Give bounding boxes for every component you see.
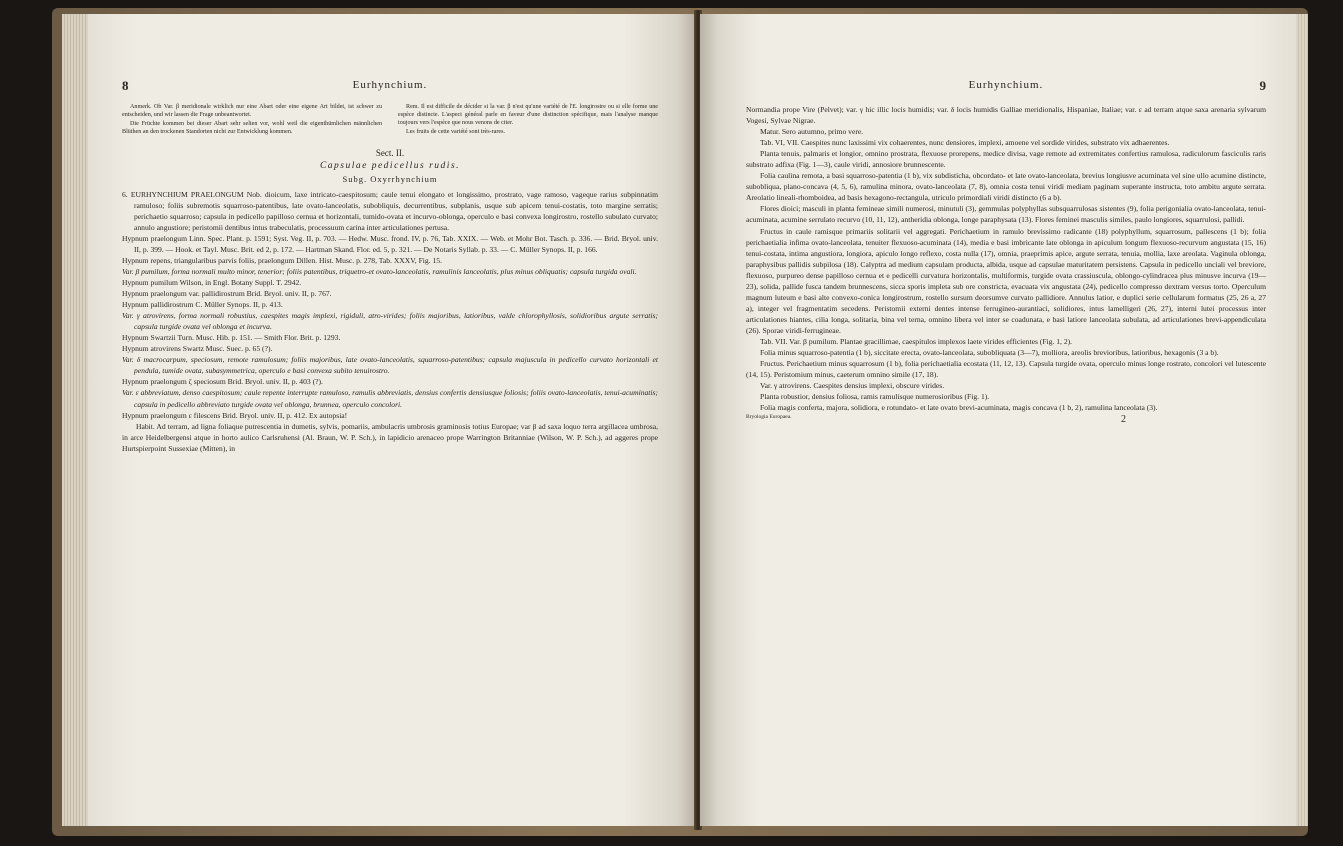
left-page (88, 14, 696, 826)
leaves-paragraph: Folia caulina remota, a basi squarroso-patentia (1 b), vix subdisticha, obcordato- et late ovato-lanceolata, brevius longiusve acuminata vel sine ullo acumine distincte, subobliqua, plano-concava (4, 5, 6), ramulina minora, ovato-lanceolata (7, 8), omnia costa tenui viridi mediam paginam superante instructa, toto ambitu argute serrata. Areolatio lineali-rhomboidea, ad basis hexagono-rectangula, utriculo primordiali viridi distincto (6 a b). (746, 171, 1266, 203)
flowers-paragraph: Flores dioici; masculi in planta femineae simili numerosi, minutuli (3), gemmulas polyphyllas subsquarrulosas sistentes (9), folia perigonialia ovato-lanceolata, tenui-acuminata, acumine serrulato recurvo (10, 11, 12), antheridia oblonga, longe paraphysata (13). Flores feminei masculis similes, paulo longiores, squarrulosi, pallidi. (746, 204, 1266, 225)
right-page (700, 14, 1296, 826)
synonym-entry: Hypnum repens, triangularibus parvis foliis, praelongum Dillen. Hist. Musc. p. 278, Tab. XXXV, Fig. 15. (122, 255, 442, 265)
note-german (122, 104, 382, 138)
page-number: 9 (1259, 78, 1266, 93)
synonym-entry: Hypnum praelongum Linn. Spec. Plant. p. 1591; Syst. Veg. II, p. 703. — Hedw. Musc. frond. IV, p. 76, Tab. XXIX. — Web. et Mohr Bot. Tasch. p. 336. — Brid. Bryol. univ. II, p. 399. — Hook. et Tayl. Musc. Brit. ed 2, p. 172. — Hartman Skand. Flor. ed. 5, p. 321. — De Notaris Syllab. p. 33. — C. Müller Synops. II, p. 166. (122, 233, 658, 254)
left-page-content (122, 78, 658, 454)
page-edges-right (1296, 14, 1308, 826)
page-footer (746, 414, 1266, 425)
section-heading: Sect. II. (375, 147, 405, 158)
variety-entry: Var. β pumilum, forma normali multo minor, tenerior; foliis patentibus, triquetro-et ovato-lanceolatis, ramulinis lanceolatis, plus minus obliquatis; capsula turgida ovali. (122, 266, 637, 276)
running-title: Eurhynchium. (968, 79, 1044, 91)
variety-entry: Var. γ atrovirens, forma normali robustius, caespites magis implexi, rigiduli, atro-virides; foliis majoribus, latioribus, valde chlorophyllosis, solidioribus argute serratis; capsula turgide ovata vel oblonga et incurva. (122, 311, 658, 332)
species-description-continued (746, 104, 1266, 413)
page-edges-left (62, 14, 88, 826)
leaves-paragraph: Folia magis conferta, majora, solidiora, e rotundato- et late ovato brevi-acuminata, magis concava (1 b, 2), ramulina lanceolata (3). (760, 403, 1158, 413)
note-de-paragraph: Die Früchte kommen bei dieser Abart sehr selten vor, wohl weil die eigenthümlichen männlichen Blüthen an den trockenen Standorten nicht zur Entwicklung kommen. (122, 120, 382, 135)
plate-paragraph: Tab. VII. Var. β pumilum. Plantae gracillimae, caespitulos implexos laete virides efficientes (Fig. 1, 2). (760, 336, 1073, 346)
habitat-paragraph: Habit. Ad terram, ad ligna foliaque putrescentia in dumetis, sylvis, pomariis, ambulacris umbrosis graminosis totius Europae; var β ad saxa loquo terra argillacea umbrosa, in arce Heidelbergensi atque in horto aulico Carlsruhensi (Al. Braun, W. P. Sch.), in lapidicio arenaceo prope Warrington Britanniae (Wilson, W. P. Sch.), ad aggeres prope Hurtspierpoint Sussexiae (Mitten), in (122, 421, 658, 453)
variety-paragraph: Var. γ atrovirens. Caespites densius implexi, obscure virides. (760, 381, 945, 391)
synonym-entry: Hypnum Swartzii Turn. Musc. Hib. p. 151. — Smith Flor. Brit. p. 1293. (122, 333, 341, 343)
tribe-heading: Capsulae pedicellus rudis. (319, 160, 461, 171)
synonym-entry: Hypnum pallidirostrum C. Müller Synops. II, p. 413. (122, 300, 283, 310)
note-fr-paragraph: Rem. Il est difficile de décider si la var. β n'est qu'une variété de l'E. longirostre ou si elle forme une espèce distincte. L'aspect général parle en faveur d'une distinction spécifique, mais l'analyse manque toujours vers l'espèce que nous venons de citer. (398, 104, 658, 126)
maturity-line: Matur. Sero autumno, primo vere. (760, 127, 864, 137)
synonym-entry: Hypnum pumilum Wilson, in Engl. Botany Suppl. T. 2942. (122, 278, 302, 287)
signature-mark: 2 (1121, 414, 1126, 426)
leaves-paragraph: Folia minus squarroso-patentia (1 b), siccitate erecta, ovato-lanceolata, subobliquata (3—7), molliora, areolis brevioribus, latioribus, hexagonis (3 a b). (760, 348, 1219, 358)
synonym-entry: Hypnum atrovirens Swartz Musc. Suec. p. 65 (?). (122, 344, 273, 354)
note-french (398, 104, 658, 138)
right-page-content (746, 78, 1266, 425)
subgenus-heading: Subg. Oxyrrhynchium (342, 173, 438, 184)
footnote-columns (122, 104, 658, 138)
variety-entry: Var. ε abbreviatum, denso caespitosum; caule repente interrupte ramuloso, ramulis abbreviatis, densius confertis densiusque foliosis; foliis ovato-lanceolatis, tenui-acuminatis; capsula in pedicello abbreviato turgide ovata vel oblonga, brunnea, operculo concolori. (122, 388, 658, 409)
running-title: Eurhynchium. (352, 79, 428, 91)
note-de-paragraph: Anmerk. Ob Var. β meridionale wirklich nur eine Abart oder eine eigene Art bildet, ist schwer zu entscheiden, und wir lassen die Frage unbeantwortet. (122, 104, 382, 118)
running-header (122, 78, 658, 98)
species-description (122, 189, 658, 454)
synonym-entry: Hypnum praelongum ζ speciosum Brid. Bryol. univ. II, p. 403 (?). (122, 377, 323, 387)
footer-work-title: Bryologia Europaea. (746, 414, 792, 421)
habitat-continued: Normandia prope Vire (Pelvet); var. γ hic illic locis humidis; var. δ locis humidis Galliae meridionalis, Hispaniae, Italiae; var. ε ad terram atque saxa arenaria sylvarum Vogesi, Sylvae Nigrae. (746, 105, 1266, 126)
running-header (746, 78, 1266, 98)
synonym-entry: Hypnum praelongum var. pallidirostrum Brid. Bryol. univ. II, p. 767. (122, 289, 332, 299)
variety-entry: Var. δ macrocarpum, speciosum, remote ramulosum; foliis majoribus, late ovato-lanceolatis, squarroso-patentibus; capsula majuscula in pedicello curvato horizontali et pendula, tumide ovata, subasymmetrica, operculo e basi convexa subito tenuirostro. (122, 355, 658, 376)
fruit-paragraph: Fructus in caule ramisque primariis solitarii vel aggregati. Perichaetium in ramulo brevissimo radicante (18) polyphyllum, squarrosum, pallescens (1 b); folia perichaetialia infima ovato-lanceolata, tenuiter flexuoso-acuminata (14), media e basi imbricante late oblonga in apiculum longum flexuoso-recurvum angustata (15, 16) tenui-costata, intima angustiora, longiora, apiculo longo reflexo, costa nulla (17), omnia, praeprimis apice, argute serrata, tenuia, mollia, laxe areolata. Vaginula oblonga, paraphysibus pallidis subpilosa (18). Calyptra ad medium capsulam producta, albida, usque ad capsulae maturitatem persistens. Capsula in pedicello unciali vel breviore, flexuoso, purpureo dense papilloso cernua et e pedicelli curvatura horizontalis, multiformis, turgide ovata crassiuscula, oblongo-cylindracea plus minusve incurva (19—23), solida, pallide fusca tandem brunnescens, sicca sporis impleta sub ore constricta, evacuata vix angustata (24), pedicello compresso dextram versus torto. Operculum magnum luteum e basi alte convexo-conica longirostrum, rostello sursum deorsumve curvato pallidiore. Annulus latior, e duplici serie cellularum formatus (25, 26 a, 27 a), integer vel fragmentatim secedens. Peristomii externi dentes intense ferrugineo-aurantiaci, solidiores, intus lamelligeri (26, 27), interni lutei processus inter articulationes hiantes, cilia longa, solitaria, bina vel terna, omnino libera vel inter se coadunata, e basi latiore lanceolata subulata, ad articulationes brevi-appendiculata (26). Sporae viridi-ferrugineae. (746, 226, 1266, 335)
plant-paragraph: Planta tenuis, palmaris et longior, omnino prostrata, flexuose prorepens, medice divisa, vage remote ad extremitates confertius ramulosa, radiculorum fasciculis raris substrato adfixa (Fig. 1—3), caule viridi, annosiore brunnescente. (746, 149, 1266, 170)
page-number: 8 (122, 78, 129, 93)
plate-paragraph: Tab. VI, VII. Caespites nunc laxissimi vix cohaerentes, nunc densiores, implexi, amoene vel sordide virides, substrato vix adhaerentes. (760, 138, 1170, 148)
synonym-entry: Hypnum praelongum ε filescens Brid. Bryol. univ. II, p. 412. Ex autopsia! (122, 410, 348, 420)
fruit-paragraph: Fructus. Perichaetium minus squarrosum (1 b), folia perichaetialia ecostata (11, 12, 13). Capsula turgide ovata, operculo minus longe rostrato, concolori vel lutescente (14, 15). Peristomium minus, caeterum omnino simile (17, 18). (746, 359, 1266, 380)
note-fr-paragraph: Les fruits de cette variété sont très-rares. (406, 128, 505, 135)
species-diagnosis: 6. EURHYNCHIUM PRAELONGUM Nob. dioicum, laxe intricato-caespitosum; caule tenui elongato et longissimo, prostrato, vage ramoso, vageque rarius subpinnatim ramuloso; foliis subremotis squarroso-patentibus, late ovato-lanceolatis, subobliquis, decurrentibus, subplanis, usque sub apicem tenui-costatis, toto margine serratis; perichaetio squarroso; capsula in pedicello papilloso cernua et horizontali, tumido-ovata et incurvo-oblonga, operculo e basi convexa longirostro, rostello subulato curvato; annulo angustiore; peristomii dentibus intus trabeculatis, processuum carina inter articulationes pertusa. (122, 189, 658, 232)
plant-paragraph: Planta robustior, densius foliosa, ramis ramulisque numerosioribus (Fig. 1). (760, 392, 990, 402)
